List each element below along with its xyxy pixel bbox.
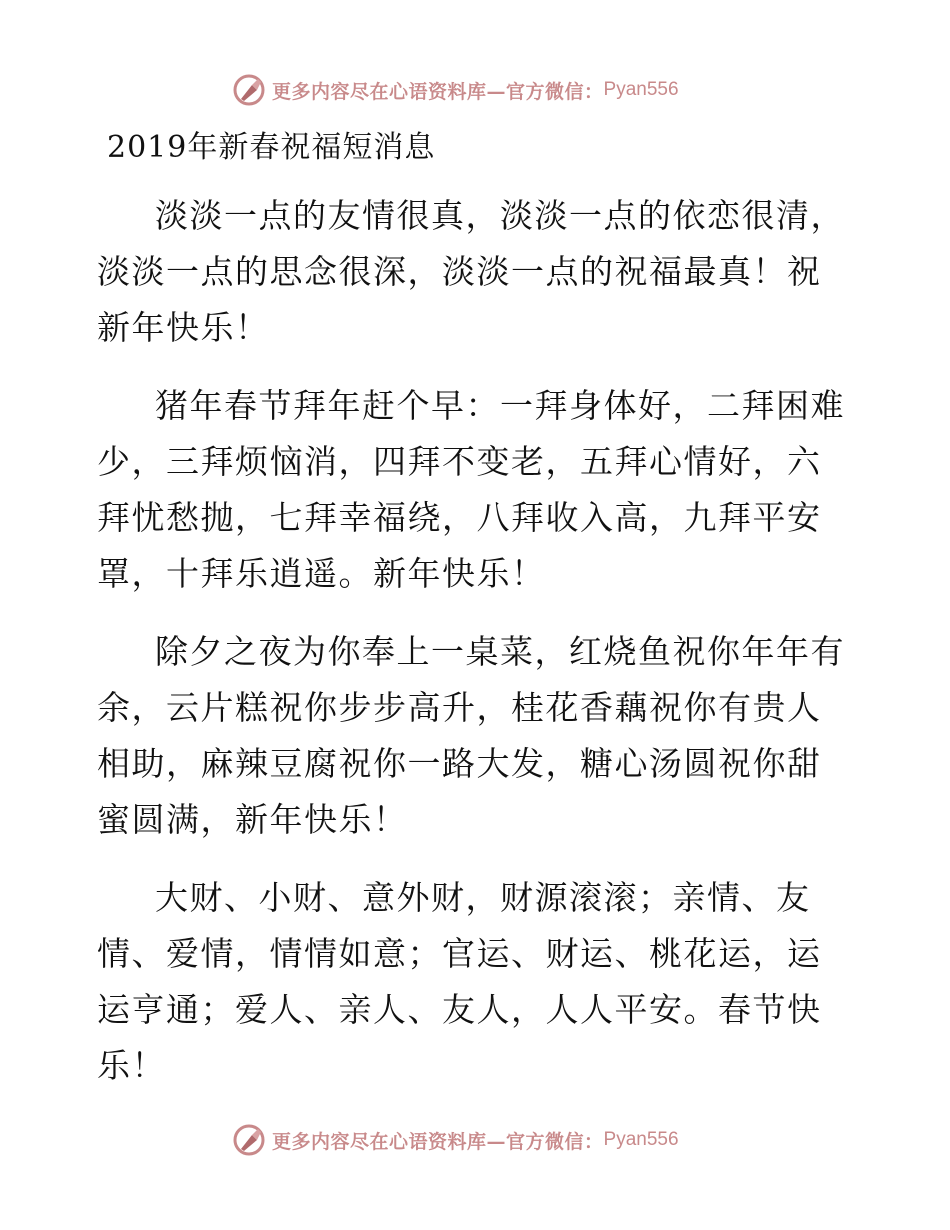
pen-nib-logo-icon xyxy=(232,73,266,107)
paragraph: 除夕之夜为你奉上一桌菜，红烧鱼祝你年年有余，云片糕祝你步步高升，桂花香藕祝你有贵人相助，麻辣豆腐祝你一路大发，糖心汤圆祝你甜蜜圆满，新年快乐！ xyxy=(97,632,845,839)
watermark-text: 更多内容尽在心语资料库—官方微信： xyxy=(272,1130,604,1153)
paragraph: 大财、小财、意外财，财源滚滚；亲情、友情、爱情，情情如意；官运、财运、桃花运，运运亨通；爱人、亲人、友人，人人平安。春节快乐！ xyxy=(97,878,822,1085)
header-watermark xyxy=(232,70,679,110)
watermark-text: 更多内容尽在心语资料库—官方微信： xyxy=(272,80,604,103)
footer-watermark xyxy=(232,1120,679,1160)
document-title: 2019年新春祝福短消息 xyxy=(107,130,436,165)
document-body xyxy=(97,188,849,1116)
paragraph: 猪年春节拜年赶个早：一拜身体好，二拜困难少，三拜烦恼消，四拜不变老，五拜心情好，六拜忧愁抛，七拜幸福绕，八拜收入高，九拜平安罩，十拜乐逍遥。新年快乐！ xyxy=(97,386,845,593)
paragraph: 淡淡一点的友情很真，淡淡一点的依恋很清，淡淡一点的思念很深，淡淡一点的祝福最真！祝新年快乐！ xyxy=(97,196,845,347)
watermark-wechat-id: Pyan556 xyxy=(603,79,679,100)
watermark-wechat-id: Pyan556 xyxy=(603,1129,679,1150)
pen-nib-logo-icon xyxy=(232,1123,266,1157)
